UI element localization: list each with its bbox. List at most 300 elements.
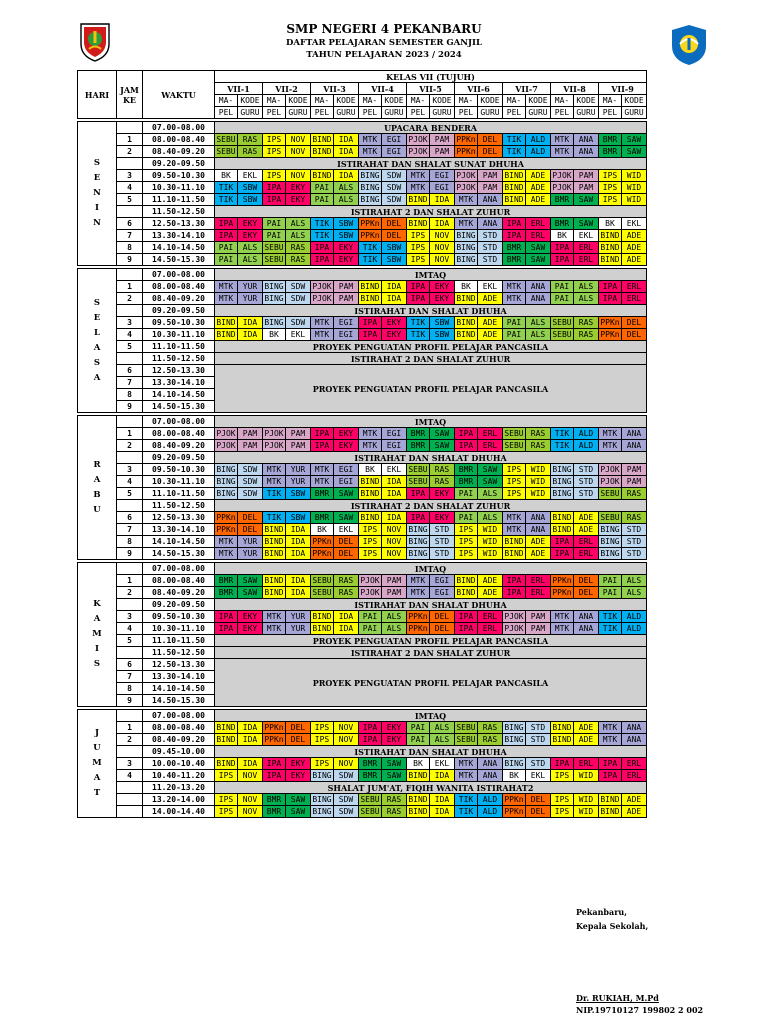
teacher-code-cell: NOV [286, 134, 311, 146]
schedule-row [78, 476, 647, 488]
teacher-code-cell: SDW [238, 488, 263, 500]
teacher-code-cell: EKL [382, 464, 407, 476]
teacher-code-cell: SAW [526, 242, 551, 254]
teacher-code-cell: NOV [238, 770, 263, 782]
subject-cell: IPS [311, 758, 334, 770]
subject-cell: IPS [599, 170, 622, 182]
teacher-code-cell: ANA [622, 734, 647, 746]
subject-cell: BING [264, 317, 284, 327]
period-number [117, 269, 143, 281]
time-slot: 13.30-14.10 [143, 230, 215, 242]
teacher-code-cell: IDA [430, 770, 455, 782]
subject-cell: BK [551, 230, 574, 242]
subject-cell: PAI [455, 512, 478, 524]
period-number: 7 [117, 377, 143, 389]
teacher-code-cell: RAS [430, 476, 455, 488]
teacher-code-cell: RAS [574, 329, 599, 341]
teacher-code-cell: NOV [238, 794, 263, 806]
teacher-code-cell: RAS [238, 146, 263, 158]
mapel-label: PEL [599, 107, 622, 119]
teacher-code-cell: STD [478, 254, 503, 266]
schedule-row [78, 500, 647, 512]
subject-cell: BIND [408, 194, 428, 204]
schedule-row [78, 563, 647, 575]
teacher-code-cell: NOV [286, 146, 311, 158]
time-slot: 09.50-10.30 [143, 317, 215, 329]
teacher-code-cell: YUR [238, 548, 263, 560]
teacher-code-cell: PAM [238, 440, 263, 452]
subject-cell: IPS [455, 524, 478, 536]
teacher-code-cell: SAW [478, 464, 503, 476]
schedule-row [78, 722, 647, 734]
teacher-code-cell: NOV [382, 524, 407, 536]
subject-cell: BING [456, 254, 476, 264]
mapel-label: PEL [359, 107, 382, 119]
teacher-code-cell: ALD [526, 146, 551, 158]
academic-year: TAHUN PELAJARAN 2023 / 2024 [306, 50, 462, 60]
subject-cell: PJOK [408, 146, 428, 156]
subject-cell: MTK [455, 194, 478, 206]
time-slot: 08.00-08.40 [143, 281, 215, 293]
time-slot: 11.50-12.50 [143, 500, 215, 512]
teacher-code-cell: YUR [286, 611, 311, 623]
schedule-row [78, 158, 647, 170]
teacher-code-cell: EGI [430, 170, 455, 182]
subject-cell: PAI [407, 734, 430, 746]
schedule-row [78, 242, 647, 254]
schedule-row [78, 548, 647, 560]
teacher-code-cell: IDA [286, 548, 311, 560]
subject-cell: IPA [311, 242, 334, 254]
mapel-label: PEL [215, 107, 238, 119]
subject-cell: IPA [551, 536, 574, 548]
subject-cell: IPA [551, 254, 574, 266]
teacher-code-cell: EGI [430, 575, 455, 587]
teacher-code-cell: PAM [286, 440, 311, 452]
subject-cell: PJOK [360, 587, 380, 597]
subject-cell: PJOK [408, 134, 428, 144]
subject-cell: TIK [215, 182, 238, 194]
subject-cell: BIND [504, 194, 524, 204]
period-number: 5 [117, 194, 143, 206]
subject-cell: PJOK [456, 170, 476, 180]
subject-cell: IPA [551, 548, 574, 560]
teacher-code-cell: SAW [478, 476, 503, 488]
kode-label: KODE [574, 95, 599, 107]
subject-cell: BIND [408, 218, 428, 228]
kode-label: GURU [478, 107, 503, 119]
teacher-code-cell: IDA [382, 281, 407, 293]
schedule-row [78, 770, 647, 782]
subject-cell: MTK [215, 536, 238, 548]
period-number: 8 [117, 242, 143, 254]
subject-cell: PJOK [600, 476, 620, 486]
subject-cell: TIK [551, 440, 574, 452]
subject-cell: IPA [311, 254, 334, 266]
teacher-code-cell: ERL [574, 242, 599, 254]
subject-cell: IPS [599, 194, 622, 206]
time-slot: 12.50-13.30 [143, 659, 215, 671]
teacher-code-cell: EKY [382, 722, 407, 734]
schedule-row [78, 305, 647, 317]
teacher-code-cell: DEL [382, 218, 407, 230]
teacher-code-cell: ERL [526, 230, 551, 242]
teacher-code-cell: STD [574, 476, 599, 488]
time-slot: 09.20-09.50 [143, 599, 215, 611]
subject-cell: BIND [360, 512, 380, 522]
teacher-code-cell: SDW [286, 293, 311, 305]
teacher-code-cell: STD [622, 524, 647, 536]
subject-cell: BMR [551, 218, 574, 230]
subject-cell: PJOK [312, 293, 332, 303]
subject-cell: MTK [551, 623, 574, 635]
teacher-code-cell: YUR [238, 536, 263, 548]
schedule-row [78, 806, 647, 818]
teacher-code-cell: SBW [430, 317, 455, 329]
teacher-code-cell: EGI [382, 440, 407, 452]
teacher-code-cell: ANA [622, 722, 647, 734]
event-row: PROYEK PENGUATAN PROFIL PELAJAR PANCASILA [215, 341, 647, 353]
schedule-row [78, 710, 647, 722]
subject-cell: BMR [599, 134, 622, 146]
subject-cell: IPS [215, 794, 238, 806]
teacher-code-cell: EKY [286, 182, 311, 194]
subject-cell: PAI [503, 329, 526, 341]
teacher-code-cell: ADE [526, 170, 551, 182]
teacher-code-cell: IDA [286, 587, 311, 599]
subject-cell: IPA [407, 512, 430, 524]
period-number: 3 [117, 170, 143, 182]
teacher-code-cell: EKY [286, 758, 311, 770]
teacher-code-cell: NOV [430, 254, 455, 266]
kode-label: KODE [430, 95, 455, 107]
teacher-code-cell: STD [478, 242, 503, 254]
subject-cell: PAI [215, 242, 238, 254]
teacher-code-cell: EGI [430, 587, 455, 599]
subject-cell: SEBU [504, 440, 524, 450]
teacher-code-cell: WID [478, 536, 503, 548]
subject-cell: BIND [312, 170, 332, 180]
subject-cell: PAI [263, 218, 286, 230]
subject-cell: IPS [263, 146, 286, 158]
period-number: 5 [117, 635, 143, 647]
subject-cell: BING [216, 488, 236, 498]
teacher-code-cell: YUR [286, 623, 311, 635]
time-slot: 08.40-09.20 [143, 293, 215, 305]
subject-cell: IPS [359, 536, 382, 548]
teacher-code-cell: SAW [334, 512, 359, 524]
time-slot: 07.00-08.00 [143, 122, 215, 134]
teacher-code-cell: SAW [286, 806, 311, 818]
teacher-code-cell: RAS [334, 575, 359, 587]
mapel-label: MA- [215, 95, 238, 107]
subject-cell: BMR [263, 806, 286, 818]
subject-cell: PJOK [504, 623, 524, 633]
subject-cell: IPS [215, 806, 238, 818]
subject-cell: BING [600, 548, 620, 558]
teacher-code-cell: SBW [238, 194, 263, 206]
subject-cell: TIK [311, 218, 334, 230]
schedule-row [78, 734, 647, 746]
subject-cell: BING [408, 524, 428, 534]
teacher-code-cell: IDA [238, 317, 263, 329]
teacher-code-cell: EKY [382, 329, 407, 341]
schedule-title: DAFTAR PELAJARAN SEMESTER GANJIL [286, 38, 482, 48]
subject-cell: IPA [263, 758, 286, 770]
subject-cell: BING [456, 230, 476, 240]
teacher-code-cell: PAM [526, 611, 551, 623]
subject-cell: BK [263, 329, 286, 341]
mapel-label: MA- [599, 95, 622, 107]
teacher-code-cell: IDA [286, 536, 311, 548]
subject-cell: IPA [359, 722, 382, 734]
schedule-row [78, 599, 647, 611]
signature-nip: NIP.19710127 199802 2 002 [576, 1005, 704, 1015]
subject-cell: MTK [311, 476, 334, 488]
subject-cell: PPKn [552, 575, 572, 585]
teacher-code-cell: IDA [382, 488, 407, 500]
teacher-code-cell: SAW [286, 794, 311, 806]
time-slot: 13.20-14.00 [143, 794, 215, 806]
teacher-code-cell: ALS [286, 230, 311, 242]
mapel-label: MA- [311, 95, 334, 107]
teacher-code-cell: SDW [286, 317, 311, 329]
time-slot: 13.30-14.10 [143, 377, 215, 389]
subject-cell: PJOK [552, 182, 572, 192]
teacher-code-cell: ANA [526, 281, 551, 293]
schedule-row [78, 659, 647, 671]
mapel-label: MA- [359, 95, 382, 107]
period-number: 8 [117, 536, 143, 548]
subject-cell: TIK [455, 806, 478, 818]
schedule-row [78, 353, 647, 365]
teacher-code-cell: NOV [430, 242, 455, 254]
teacher-code-cell: WID [478, 524, 503, 536]
subject-cell: IPA [407, 293, 430, 305]
subject-cell: MTK [359, 440, 382, 452]
subject-cell: IPS [359, 524, 382, 536]
teacher-code-cell: PAM [526, 623, 551, 635]
teacher-code-cell: ADE [526, 182, 551, 194]
subject-cell: PPKn [360, 218, 380, 228]
teacher-code-cell: EKY [238, 230, 263, 242]
teacher-code-cell: PAM [334, 293, 359, 305]
subject-cell: BIND [504, 536, 524, 546]
subject-cell: BIND [264, 548, 284, 558]
teacher-code-cell: STD [526, 722, 551, 734]
teacher-code-cell: SBW [334, 230, 359, 242]
schedule-row [78, 746, 647, 758]
teacher-code-cell: STD [430, 536, 455, 548]
subject-cell: BIND [264, 536, 284, 546]
day-label: J U M A T [78, 710, 117, 818]
teacher-code-cell: ALS [526, 329, 551, 341]
schedule-row [78, 194, 647, 206]
subject-cell: PJOK [264, 440, 284, 450]
subject-cell: MTK [311, 464, 334, 476]
teacher-code-cell: SAW [526, 254, 551, 266]
subject-cell: BING [264, 281, 284, 291]
kode-label: GURU [574, 107, 599, 119]
teacher-code-cell: EKL [622, 218, 647, 230]
period-number: 9 [117, 254, 143, 266]
subject-cell: IPA [311, 440, 334, 452]
subject-cell: BING [552, 464, 572, 474]
schedule-row [78, 758, 647, 770]
mapel-label: MA- [503, 95, 526, 107]
schedule-row [78, 365, 647, 377]
subject-cell: TIK [407, 317, 430, 329]
subject-cell: MTK [215, 293, 238, 305]
teacher-code-cell: SAW [334, 488, 359, 500]
teacher-code-cell: ERL [622, 770, 647, 782]
teacher-code-cell: ALD [478, 794, 503, 806]
subject-cell: BING [504, 734, 524, 744]
teacher-code-cell: ERL [478, 623, 503, 635]
subject-cell: BMR [359, 770, 382, 782]
teacher-code-cell: ADE [622, 242, 647, 254]
subject-cell: BMR [599, 146, 622, 158]
teacher-code-cell: NOV [286, 170, 311, 182]
time-slot: 14.10-14.50 [143, 536, 215, 548]
subject-cell: SEBU [264, 254, 284, 264]
teacher-code-cell: EGI [382, 134, 407, 146]
subject-cell: IPA [455, 623, 478, 635]
teacher-code-cell: DEL [622, 317, 647, 329]
subject-cell: BIND [216, 317, 236, 327]
period-number: 4 [117, 329, 143, 341]
time-slot: 08.00-08.40 [143, 722, 215, 734]
period-number [117, 416, 143, 428]
subject-cell: MTK [455, 758, 478, 770]
teacher-code-cell: ANA [526, 293, 551, 305]
mapel-label: MA- [551, 95, 574, 107]
teacher-code-cell: ADE [574, 734, 599, 746]
period-number: 1 [117, 722, 143, 734]
subject-cell: BIND [600, 230, 620, 240]
subject-cell: IPA [359, 317, 382, 329]
teacher-code-cell: DEL [574, 587, 599, 599]
col-header-kelas: KELAS VII (TUJUH) [215, 71, 647, 83]
subject-cell: PPKn [504, 806, 524, 816]
subject-cell: BIND [408, 794, 428, 804]
teacher-code-cell: SAW [574, 194, 599, 206]
teacher-code-cell: ALS [382, 611, 407, 623]
subject-cell: PPKn [216, 512, 236, 522]
period-number: 2 [117, 293, 143, 305]
teacher-code-cell: SBW [286, 512, 311, 524]
subject-cell: PJOK [360, 575, 380, 585]
subject-cell: PAI [215, 254, 238, 266]
subject-cell: BIND [600, 254, 620, 264]
subject-cell: BIND [312, 623, 332, 633]
teacher-code-cell: NOV [334, 758, 359, 770]
teacher-code-cell: ERL [574, 254, 599, 266]
subject-cell: BIND [360, 488, 380, 498]
teacher-code-cell: DEL [286, 722, 311, 734]
subject-cell: PJOK [456, 182, 476, 192]
period-number: 3 [117, 758, 143, 770]
subject-cell: BMR [215, 575, 238, 587]
teacher-code-cell: PAM [430, 146, 455, 158]
subject-cell: PJOK [216, 428, 236, 438]
kode-label: KODE [334, 95, 359, 107]
teacher-code-cell: ERL [622, 281, 647, 293]
subject-cell: BIND [552, 512, 572, 522]
teacher-code-cell: DEL [526, 806, 551, 818]
period-number: 1 [117, 281, 143, 293]
subject-cell: MTK [551, 134, 574, 146]
time-slot: 11.10-11.50 [143, 488, 215, 500]
period-number [117, 782, 143, 794]
subject-cell: BIND [552, 722, 572, 732]
mapel-label: MA- [263, 95, 286, 107]
time-slot: 11.10-11.50 [143, 635, 215, 647]
period-number [117, 563, 143, 575]
teacher-code-cell: STD [622, 536, 647, 548]
subject-cell: TIK [215, 194, 238, 206]
subject-cell: PJOK [216, 440, 236, 450]
project-block: PROYEK PENGUATAN PROFIL PELAJAR PANCASILA [215, 365, 647, 413]
period-number [117, 599, 143, 611]
teacher-code-cell: RAS [430, 464, 455, 476]
schedule-row [78, 440, 647, 452]
teacher-code-cell: ALS [430, 722, 455, 734]
event-row: ISTIRAHAT DAN SHALAT DHUHA [215, 599, 647, 611]
teacher-code-cell: IDA [238, 329, 263, 341]
subject-cell: MTK [359, 146, 382, 158]
subject-cell: TIK [599, 623, 622, 635]
teacher-code-cell: SAW [238, 575, 263, 587]
teacher-code-cell: WID [526, 476, 551, 488]
schedule-row [78, 269, 647, 281]
teacher-code-cell: EKL [238, 170, 263, 182]
teacher-code-cell: EKL [526, 770, 551, 782]
teacher-code-cell: DEL [286, 734, 311, 746]
time-slot: 08.40-09.20 [143, 734, 215, 746]
time-slot: 12.50-13.30 [143, 218, 215, 230]
schedule-row [78, 512, 647, 524]
subject-cell: TIK [455, 794, 478, 806]
teacher-code-cell: PAM [334, 281, 359, 293]
subject-cell: MTK [263, 623, 286, 635]
schedule-row [78, 452, 647, 464]
subject-cell: IPA [599, 758, 622, 770]
subject-cell: BING [312, 794, 332, 804]
subject-cell: IPS [503, 488, 526, 500]
subject-cell: PPKn [552, 587, 572, 597]
period-number [117, 806, 143, 818]
subject-cell: IPS [503, 464, 526, 476]
teacher-code-cell: WID [526, 488, 551, 500]
teacher-code-cell: ADE [478, 329, 503, 341]
event-row: ISTIRAHAT DAN SHALAT DHUHA [215, 305, 647, 317]
teacher-code-cell: ADE [478, 587, 503, 599]
subject-cell: TIK [407, 329, 430, 341]
teacher-code-cell: ANA [478, 194, 503, 206]
subject-cell: BK [215, 170, 238, 182]
teacher-code-cell: PAM [382, 587, 407, 599]
subject-cell: SEBU [216, 134, 236, 144]
period-number: 6 [117, 512, 143, 524]
subject-cell: SEBU [360, 806, 380, 816]
subject-cell: IPA [263, 194, 286, 206]
teacher-code-cell: ALS [574, 281, 599, 293]
school-name: SMP NEGERI 4 PEKANBARU [286, 22, 482, 36]
teacher-code-cell: PAM [574, 182, 599, 194]
subject-cell: BING [552, 488, 572, 498]
teacher-code-cell: ADE [526, 536, 551, 548]
